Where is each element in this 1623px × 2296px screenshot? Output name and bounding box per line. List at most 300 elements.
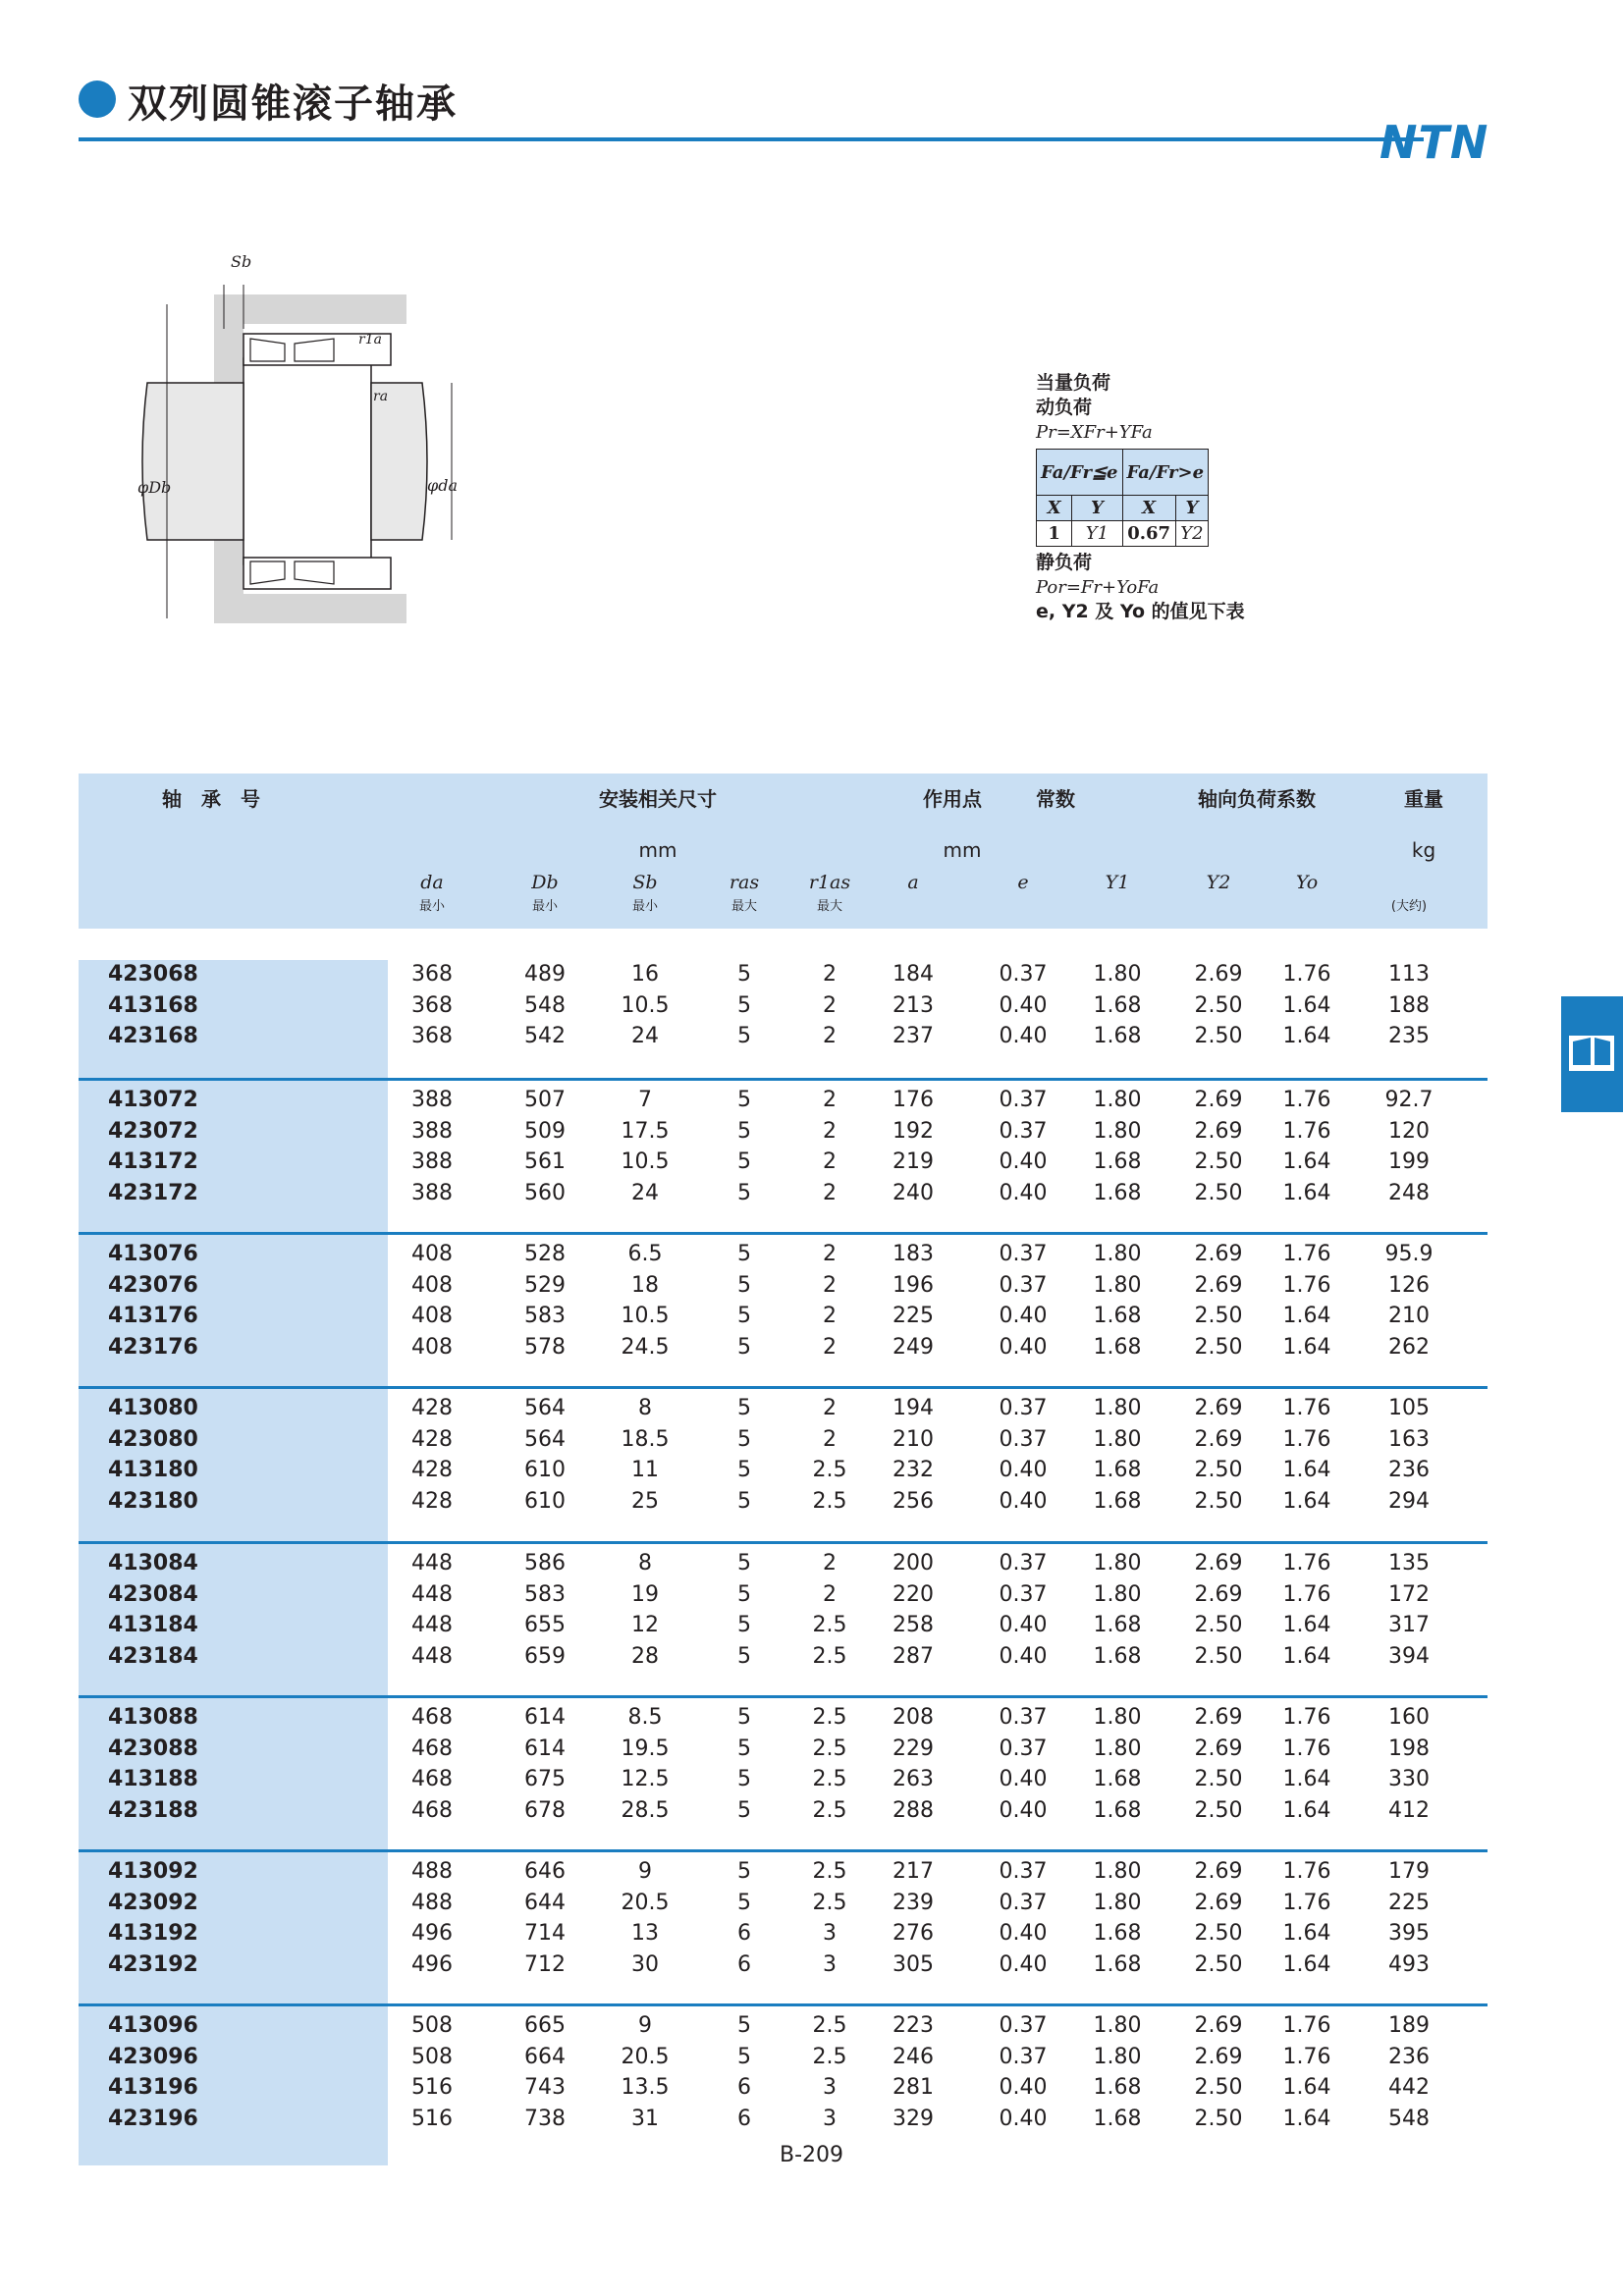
table-row bbox=[79, 1736, 1488, 1767]
cell-value: 1.80 bbox=[1093, 1242, 1142, 1266]
cell-value: 428 bbox=[411, 1396, 453, 1420]
sb-label: Sb bbox=[231, 252, 252, 271]
table-row bbox=[79, 1767, 1488, 1797]
cell-value: 5 bbox=[737, 1149, 751, 1174]
cell-value: 232 bbox=[893, 1458, 934, 1482]
bearing-number: 423176 bbox=[108, 1334, 198, 1360]
col-subscript: 最小 bbox=[531, 899, 558, 914]
bearing-number: 423184 bbox=[108, 1643, 198, 1669]
title-bullet-icon bbox=[79, 80, 116, 118]
bearing-number: 413180 bbox=[108, 1458, 198, 1482]
x-header-2: X bbox=[1122, 496, 1175, 521]
cell-value: 188 bbox=[1388, 992, 1430, 1018]
cell-value: 0.40 bbox=[999, 1613, 1048, 1637]
table-row bbox=[79, 1242, 1488, 1272]
cell-value: 428 bbox=[411, 1426, 453, 1452]
cell-value: 610 bbox=[524, 1488, 566, 1514]
cell-value: 1.64 bbox=[1282, 1488, 1331, 1514]
group-separator bbox=[79, 2003, 1488, 2006]
cell-value: 388 bbox=[411, 1149, 453, 1174]
cell-value: 10.5 bbox=[621, 1304, 670, 1328]
cell-value: 183 bbox=[893, 1242, 934, 1266]
cell-value: 6.5 bbox=[627, 1242, 663, 1266]
cell-value: 368 bbox=[411, 1024, 453, 1048]
cell-value: 281 bbox=[893, 2075, 934, 2100]
cell-value: 198 bbox=[1388, 1735, 1430, 1761]
cell-value: 586 bbox=[524, 1551, 566, 1575]
ra-label: ra bbox=[373, 389, 389, 404]
x-header: X bbox=[1037, 496, 1072, 521]
cell-value: 468 bbox=[411, 1767, 453, 1791]
table-row bbox=[79, 1551, 1488, 1581]
cell-value: 2.50 bbox=[1194, 1149, 1243, 1174]
cell-value: 448 bbox=[411, 1581, 453, 1607]
dynamic-load-formula: Pr=XFr+YFa bbox=[1036, 422, 1153, 443]
cell-value: 0.37 bbox=[999, 962, 1048, 987]
condition-left: Fa/Fr≦e bbox=[1037, 450, 1123, 496]
equivalent-load-label: 当量负荷 bbox=[1036, 372, 1111, 394]
col-load-point: 作用点 bbox=[923, 787, 982, 811]
cell-value: 287 bbox=[893, 1643, 934, 1669]
cell-value: 0.40 bbox=[999, 1951, 1048, 1977]
cell-value: 1.68 bbox=[1093, 1334, 1142, 1360]
cell-value: 1.80 bbox=[1093, 2013, 1142, 2038]
cell-value: 2 bbox=[823, 1024, 837, 1048]
cell-value: 738 bbox=[524, 2106, 566, 2131]
cell-value: 1.80 bbox=[1093, 1735, 1142, 1761]
cell-value: 0.37 bbox=[999, 1396, 1048, 1420]
cell-value: 6 bbox=[737, 1951, 751, 1977]
cell-value: 2.50 bbox=[1194, 1024, 1243, 1048]
cell-value: 395 bbox=[1388, 1921, 1430, 1946]
cell-value: 240 bbox=[893, 1180, 934, 1205]
cell-value: 184 bbox=[893, 962, 934, 987]
cell-value: 3 bbox=[823, 2075, 837, 2100]
cell-value: 2 bbox=[823, 1118, 837, 1144]
cell-value: 2.69 bbox=[1194, 1426, 1243, 1452]
cell-value: 2.69 bbox=[1194, 1581, 1243, 1607]
cell-value: 388 bbox=[411, 1180, 453, 1205]
cell-value: 678 bbox=[524, 1797, 566, 1823]
bearing-number: 413076 bbox=[108, 1242, 198, 1266]
cell-value: 1.76 bbox=[1282, 2044, 1331, 2069]
cell-value: 496 bbox=[411, 1921, 453, 1946]
cell-value: 5 bbox=[737, 1705, 751, 1730]
cell-value: 0.40 bbox=[999, 1458, 1048, 1482]
cell-value: 412 bbox=[1388, 1797, 1430, 1823]
cell-value: 5 bbox=[737, 1458, 751, 1482]
cell-value: 646 bbox=[524, 1859, 566, 1884]
bearing-number: 423084 bbox=[108, 1581, 198, 1607]
cell-value: 5 bbox=[737, 1024, 751, 1048]
col-subscript: (大约) bbox=[1390, 899, 1428, 914]
bearing-number: 413088 bbox=[108, 1705, 198, 1730]
table-row bbox=[79, 1396, 1488, 1426]
cell-value: 2.69 bbox=[1194, 1890, 1243, 1915]
cell-value: 2.50 bbox=[1194, 1951, 1243, 1977]
cell-value: 220 bbox=[893, 1581, 934, 1607]
cell-value: 20.5 bbox=[621, 2044, 670, 2069]
cell-value: 488 bbox=[411, 1859, 453, 1884]
cell-value: 8.5 bbox=[627, 1705, 663, 1730]
cell-value: 488 bbox=[411, 1890, 453, 1915]
cell-value: 516 bbox=[411, 2075, 453, 2100]
cell-value: 1.80 bbox=[1093, 2044, 1142, 2069]
cell-value: 408 bbox=[411, 1304, 453, 1328]
bearing-number: 413072 bbox=[108, 1088, 198, 1112]
cell-value: 1.68 bbox=[1093, 2075, 1142, 2100]
cell-value: 583 bbox=[524, 1581, 566, 1607]
cell-value: 194 bbox=[893, 1396, 934, 1420]
cell-value: 2.69 bbox=[1194, 1735, 1243, 1761]
col-weight: 重量 bbox=[1404, 787, 1443, 811]
cell-value: 19.5 bbox=[621, 1735, 670, 1761]
cell-value: 665 bbox=[524, 2013, 566, 2038]
cell-value: 2.5 bbox=[812, 1767, 847, 1791]
group-separator bbox=[79, 1541, 1488, 1544]
cell-value: 1.76 bbox=[1282, 1242, 1331, 1266]
cell-value: 1.80 bbox=[1093, 1705, 1142, 1730]
cell-value: 664 bbox=[524, 2044, 566, 2069]
cell-value: 2.5 bbox=[812, 1643, 847, 1669]
cell-value: 6 bbox=[737, 2075, 751, 2100]
table-row bbox=[79, 1088, 1488, 1118]
cell-value: 468 bbox=[411, 1735, 453, 1761]
cell-value: 508 bbox=[411, 2044, 453, 2069]
cell-value: 548 bbox=[524, 992, 566, 1018]
col-symbol: Y2 bbox=[1206, 872, 1231, 893]
cell-value: 468 bbox=[411, 1797, 453, 1823]
cell-value: 0.40 bbox=[999, 1488, 1048, 1514]
col-subscript: 最大 bbox=[730, 899, 757, 914]
cell-value: 92.7 bbox=[1384, 1088, 1434, 1112]
cell-value: 0.37 bbox=[999, 1242, 1048, 1266]
bearing-number: 423188 bbox=[108, 1797, 198, 1823]
cell-value: 0.40 bbox=[999, 1797, 1048, 1823]
table-row bbox=[79, 1489, 1488, 1520]
cell-value: 20.5 bbox=[621, 1890, 670, 1915]
cell-value: 1.80 bbox=[1093, 1272, 1142, 1298]
cell-value: 1.80 bbox=[1093, 1118, 1142, 1144]
cell-value: 516 bbox=[411, 2106, 453, 2131]
cell-value: 2.69 bbox=[1194, 1272, 1243, 1298]
cell-value: 8 bbox=[638, 1551, 652, 1575]
cell-value: 714 bbox=[524, 1921, 566, 1946]
bearing-number: 413196 bbox=[108, 2075, 198, 2100]
cell-value: 10.5 bbox=[621, 992, 670, 1018]
cell-value: 2.50 bbox=[1194, 1180, 1243, 1205]
cell-value: 408 bbox=[411, 1334, 453, 1360]
cell-value: 248 bbox=[1388, 1180, 1430, 1205]
cell-value: 468 bbox=[411, 1705, 453, 1730]
cell-value: 5 bbox=[737, 1118, 751, 1144]
cell-value: 560 bbox=[524, 1180, 566, 1205]
bearing-number: 413188 bbox=[108, 1767, 198, 1791]
cell-value: 0.40 bbox=[999, 992, 1048, 1018]
cell-value: 1.68 bbox=[1093, 1180, 1142, 1205]
cell-value: 564 bbox=[524, 1426, 566, 1452]
cell-value: 509 bbox=[524, 1118, 566, 1144]
condition-right: Fa/Fr>e bbox=[1122, 450, 1209, 496]
cell-value: 655 bbox=[524, 1613, 566, 1637]
cell-value: 294 bbox=[1388, 1488, 1430, 1514]
cell-value: 2.50 bbox=[1194, 1488, 1243, 1514]
cell-value: 95.9 bbox=[1384, 1242, 1434, 1266]
col-symbol: da bbox=[420, 872, 444, 893]
page-number: B-209 bbox=[779, 2143, 844, 2167]
cell-value: 1.68 bbox=[1093, 1488, 1142, 1514]
col-bearing-no: 轴 承 号 bbox=[162, 787, 260, 811]
cell-value: 644 bbox=[524, 1890, 566, 1915]
cell-value: 578 bbox=[524, 1334, 566, 1360]
cell-value: 408 bbox=[411, 1272, 453, 1298]
cell-value: 1.76 bbox=[1282, 1890, 1331, 1915]
cell-value: 5 bbox=[737, 1581, 751, 1607]
cell-value: 2.50 bbox=[1194, 2106, 1243, 2131]
cell-value: 239 bbox=[893, 1890, 934, 1915]
db-label: φDb bbox=[137, 478, 172, 497]
cell-value: 0.40 bbox=[999, 2075, 1048, 2100]
cell-value: 1.76 bbox=[1282, 1859, 1331, 1884]
group-separator bbox=[79, 1849, 1488, 1852]
cell-value: 1.64 bbox=[1282, 1951, 1331, 1977]
cell-value: 6 bbox=[737, 1921, 751, 1946]
cell-value: 5 bbox=[737, 992, 751, 1018]
cell-value: 1.68 bbox=[1093, 1951, 1142, 1977]
cell-value: 199 bbox=[1388, 1149, 1430, 1174]
cell-value: 1.64 bbox=[1282, 1767, 1331, 1791]
col-subscript: 最小 bbox=[418, 899, 445, 914]
cell-value: 5 bbox=[737, 1334, 751, 1360]
bearing-number: 423068 bbox=[108, 962, 198, 987]
cell-value: 496 bbox=[411, 1951, 453, 1977]
cell-value: 2.50 bbox=[1194, 1334, 1243, 1360]
cell-value: 2.69 bbox=[1194, 1705, 1243, 1730]
cell-value: 236 bbox=[1388, 2044, 1430, 2069]
cell-value: 30 bbox=[631, 1951, 659, 1977]
cell-value: 2.69 bbox=[1194, 1551, 1243, 1575]
table-row bbox=[79, 1335, 1488, 1365]
cell-value: 5 bbox=[737, 2013, 751, 2038]
cell-value: 2 bbox=[823, 962, 837, 987]
static-load-formula: Por=Fr+YoFa bbox=[1036, 577, 1160, 598]
bearing-number: 423192 bbox=[108, 1951, 198, 1977]
cell-value: 1.80 bbox=[1093, 1426, 1142, 1452]
cell-value: 1.64 bbox=[1282, 1921, 1331, 1946]
table-row bbox=[79, 1644, 1488, 1675]
bearing-number: 423180 bbox=[108, 1488, 198, 1514]
cell-value: 5 bbox=[737, 1643, 751, 1669]
bearing-number: 413096 bbox=[108, 2013, 198, 2038]
cell-value: 2 bbox=[823, 1272, 837, 1298]
table-row bbox=[79, 1952, 1488, 1983]
col-axial-factor: 轴向负荷系数 bbox=[1198, 787, 1316, 811]
cell-value: 614 bbox=[524, 1735, 566, 1761]
cell-value: 1.80 bbox=[1093, 1890, 1142, 1915]
cell-value: 1.68 bbox=[1093, 1024, 1142, 1048]
cell-value: 126 bbox=[1388, 1272, 1430, 1298]
cell-value: 11 bbox=[631, 1458, 659, 1482]
y-header: Y bbox=[1072, 496, 1122, 521]
cell-value: 2 bbox=[823, 1334, 837, 1360]
cell-value: 12.5 bbox=[621, 1767, 670, 1791]
cell-value: 28.5 bbox=[621, 1797, 670, 1823]
col-symbol: a bbox=[907, 872, 919, 893]
cell-value: 2.50 bbox=[1194, 1613, 1243, 1637]
cell-value: 288 bbox=[893, 1797, 934, 1823]
cell-value: 388 bbox=[411, 1118, 453, 1144]
table-row bbox=[79, 1891, 1488, 1921]
cell-value: 1.76 bbox=[1282, 1735, 1331, 1761]
col-symbol: Sb bbox=[632, 872, 658, 893]
title-divider bbox=[79, 137, 1424, 141]
unit-kg: kg bbox=[1411, 838, 1436, 862]
col-mounting-dims: 安装相关尺寸 bbox=[599, 787, 717, 811]
cell-value: 5 bbox=[737, 1088, 751, 1112]
cell-value: 2.5 bbox=[812, 2013, 847, 2038]
cell-value: 1.64 bbox=[1282, 1149, 1331, 1174]
cell-value: 1.76 bbox=[1282, 1426, 1331, 1452]
cell-value: 2.69 bbox=[1194, 1242, 1243, 1266]
cell-value: 163 bbox=[1388, 1426, 1430, 1452]
cell-value: 235 bbox=[1388, 1024, 1430, 1048]
cell-value: 200 bbox=[893, 1551, 934, 1575]
cell-value: 1.68 bbox=[1093, 1767, 1142, 1791]
x1-value: 1 bbox=[1037, 521, 1072, 547]
cell-value: 5 bbox=[737, 1488, 751, 1514]
static-load-label: 静负荷 bbox=[1036, 552, 1093, 573]
cell-value: 529 bbox=[524, 1272, 566, 1298]
cell-value: 12 bbox=[631, 1613, 659, 1637]
cell-value: 442 bbox=[1388, 2075, 1430, 2100]
table-row bbox=[79, 2075, 1488, 2106]
cell-value: 113 bbox=[1388, 962, 1430, 987]
cell-value: 217 bbox=[893, 1859, 934, 1884]
bearing-number: 413192 bbox=[108, 1921, 198, 1946]
cell-value: 1.80 bbox=[1093, 1581, 1142, 1607]
cell-value: 2.50 bbox=[1194, 1458, 1243, 1482]
cell-value: 0.37 bbox=[999, 1088, 1048, 1112]
x2-value: 0.67 bbox=[1122, 521, 1175, 547]
y-header-2: Y bbox=[1175, 496, 1208, 521]
col-subscript: 最小 bbox=[631, 899, 658, 914]
cell-value: 258 bbox=[893, 1613, 934, 1637]
cell-value: 25 bbox=[631, 1488, 659, 1514]
cell-value: 0.40 bbox=[999, 1024, 1048, 1048]
cell-value: 5 bbox=[737, 1426, 751, 1452]
cell-value: 548 bbox=[1388, 2106, 1430, 2131]
cell-value: 317 bbox=[1388, 1613, 1430, 1637]
cell-value: 2.5 bbox=[812, 2044, 847, 2069]
cell-value: 9 bbox=[638, 1859, 652, 1884]
cell-value: 614 bbox=[524, 1705, 566, 1730]
load-condition-table bbox=[1036, 449, 1209, 547]
cell-value: 1.68 bbox=[1093, 2106, 1142, 2131]
cell-value: 2 bbox=[823, 1088, 837, 1112]
bearing-mounting-diagram bbox=[137, 245, 471, 677]
table-row bbox=[79, 1181, 1488, 1211]
cell-value: 1.68 bbox=[1093, 1458, 1142, 1482]
cell-value: 2.69 bbox=[1194, 2044, 1243, 2069]
cell-value: 330 bbox=[1388, 1767, 1430, 1791]
bearing-number: 413176 bbox=[108, 1304, 198, 1328]
dynamic-load-label: 动负荷 bbox=[1036, 397, 1093, 418]
col-subscript: 最大 bbox=[816, 899, 842, 914]
cell-value: 2.50 bbox=[1194, 1304, 1243, 1328]
cell-value: 2.5 bbox=[812, 1458, 847, 1482]
cell-value: 5 bbox=[737, 1272, 751, 1298]
table-row bbox=[79, 1613, 1488, 1643]
cell-value: 16 bbox=[631, 962, 659, 987]
cell-value: 1.64 bbox=[1282, 992, 1331, 1018]
cell-value: 213 bbox=[893, 992, 934, 1018]
bearing-number: 423168 bbox=[108, 1024, 198, 1048]
table-row bbox=[79, 1427, 1488, 1458]
bearing-number: 413084 bbox=[108, 1551, 198, 1575]
cell-value: 246 bbox=[893, 2044, 934, 2069]
table-row bbox=[79, 1304, 1488, 1334]
cell-value: 1.76 bbox=[1282, 1396, 1331, 1420]
cell-value: 13.5 bbox=[621, 2075, 670, 2100]
cell-value: 448 bbox=[411, 1551, 453, 1575]
cell-value: 2.5 bbox=[812, 1735, 847, 1761]
cell-value: 1.76 bbox=[1282, 1272, 1331, 1298]
bearing-number: 423076 bbox=[108, 1272, 198, 1298]
cell-value: 1.76 bbox=[1282, 1705, 1331, 1730]
group-separator bbox=[79, 1695, 1488, 1698]
cell-value: 28 bbox=[631, 1643, 659, 1669]
cell-value: 1.68 bbox=[1093, 992, 1142, 1018]
table-row bbox=[79, 1798, 1488, 1829]
cell-value: 24.5 bbox=[621, 1334, 670, 1360]
page-title: 双列圆锥滚子轴承 bbox=[128, 81, 458, 127]
cell-value: 237 bbox=[893, 1024, 934, 1048]
cell-value: 219 bbox=[893, 1149, 934, 1174]
cell-value: 135 bbox=[1388, 1551, 1430, 1575]
cell-value: 1.76 bbox=[1282, 1551, 1331, 1575]
cell-value: 5 bbox=[737, 1797, 751, 1823]
cell-value: 256 bbox=[893, 1488, 934, 1514]
cell-value: 5 bbox=[737, 1890, 751, 1915]
cell-value: 448 bbox=[411, 1643, 453, 1669]
cell-value: 160 bbox=[1388, 1705, 1430, 1730]
cell-value: 3 bbox=[823, 1921, 837, 1946]
cell-value: 225 bbox=[893, 1304, 934, 1328]
cell-value: 1.64 bbox=[1282, 2106, 1331, 2131]
cell-value: 0.40 bbox=[999, 1767, 1048, 1791]
cell-value: 1.64 bbox=[1282, 1334, 1331, 1360]
group-separator bbox=[79, 1078, 1488, 1081]
cell-value: 493 bbox=[1388, 1951, 1430, 1977]
bearing-number: 423080 bbox=[108, 1426, 198, 1452]
cell-value: 276 bbox=[893, 1921, 934, 1946]
cell-value: 5 bbox=[737, 962, 751, 987]
da-label: φda bbox=[427, 476, 458, 495]
table-row bbox=[79, 962, 1488, 992]
cell-value: 5 bbox=[737, 1242, 751, 1266]
cell-value: 0.37 bbox=[999, 1272, 1048, 1298]
cell-value: 2.5 bbox=[812, 1859, 847, 1884]
cell-value: 2 bbox=[823, 1242, 837, 1266]
cell-value: 489 bbox=[524, 962, 566, 987]
brand-logo: NTN bbox=[1380, 116, 1489, 169]
cell-value: 262 bbox=[1388, 1334, 1430, 1360]
cell-value: 192 bbox=[893, 1118, 934, 1144]
cell-value: 13 bbox=[631, 1921, 659, 1946]
cell-value: 2.5 bbox=[812, 1705, 847, 1730]
cell-value: 675 bbox=[524, 1767, 566, 1791]
cell-value: 0.37 bbox=[999, 1890, 1048, 1915]
